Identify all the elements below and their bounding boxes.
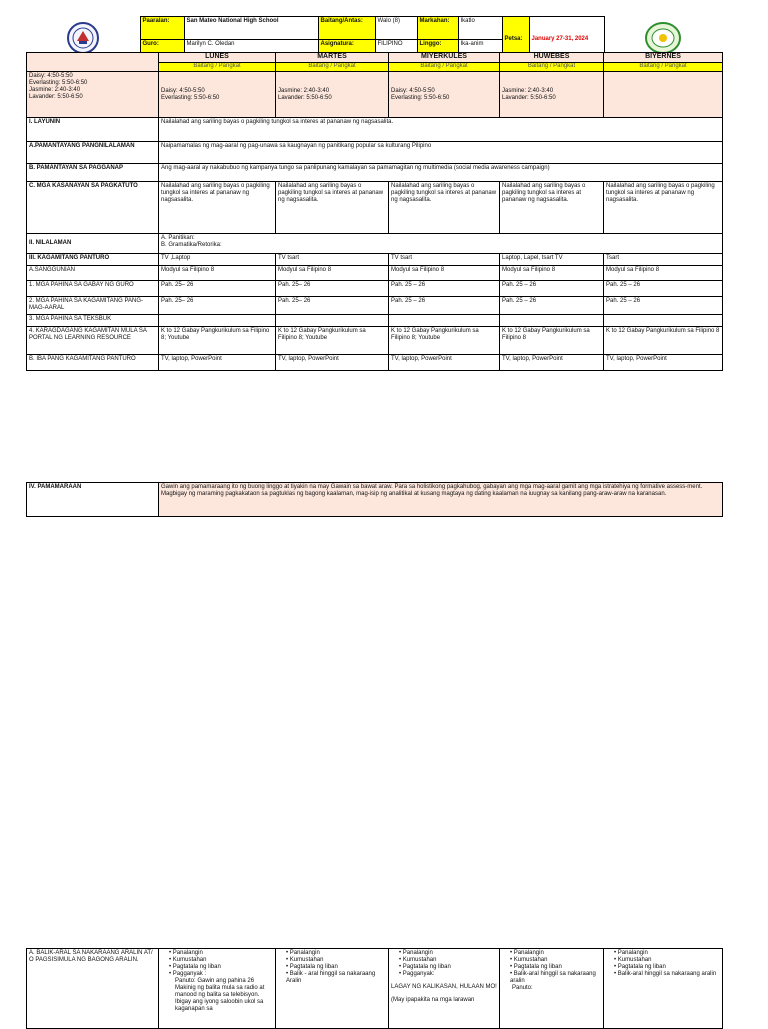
gabay-guro-martes: Pah. 25– 26	[276, 281, 389, 297]
balik-aral-miyerkules-text-2: (May ipapakita na mga larawan	[391, 997, 475, 1003]
schedule-line: Daisy: 4:50-5:50	[29, 73, 73, 79]
pamamaraan-label: IV. PAMAMARAAN	[27, 483, 159, 517]
list-item: • Panalangin	[614, 950, 720, 957]
lr-portal-lunes: K to 12 Gabay Pangkurikulum sa Filipino 8; Youtube	[159, 327, 276, 355]
baitang-pangkat-lunes: Baitang / Pangkat	[159, 63, 276, 72]
lr-portal-label: 4. KARAGDAGANG KAGAMITAN MULA SA PORTAL NG LEARNING RESOURCE	[27, 327, 159, 355]
list-item: • Kumustahan	[614, 957, 720, 964]
schedule-line: Jasmine: 2:40-3:40	[502, 87, 554, 94]
schedule-left	[27, 72, 159, 118]
list-item: • Pagganyak:	[399, 971, 497, 978]
day-biyernes: BIYERNES	[604, 53, 723, 63]
kagamitan-label: III. KAGAMITANG PANTURO	[27, 254, 159, 266]
schedule-line: Lavander: 5:50-6:50	[502, 94, 556, 101]
list-item: • Kumustahan	[510, 957, 601, 964]
teksbuk-lunes	[159, 315, 276, 327]
sanggunian-martes: Modyul sa Filipino 8	[276, 266, 389, 281]
teksbuk-miyerkules	[389, 315, 500, 327]
pamamaraan-table	[26, 482, 723, 517]
kagamitan-huwebes: Laptop, Lapel, tsart TV	[500, 254, 604, 266]
list-item: • Kumustahan	[399, 957, 497, 964]
list-item: • Pagtatala ng liban	[169, 964, 273, 971]
baitang-label: Baitang/Antas:	[318, 17, 375, 40]
list-item: • Pagtatala ng liban	[286, 964, 386, 971]
petsa-value: January 27-31, 2024	[529, 17, 604, 63]
day-martes: MARTES	[276, 53, 389, 63]
kagamitang-mag-aaral-biyernes: Pah. 25 – 26	[604, 297, 723, 315]
kasanayan-martes: Nailalahad ang sariling bayas o pagkiling tungkol sa interes at pananaw ng nagsasalita.	[276, 182, 389, 234]
pagganap-label: B. PAMANTAYAN SA PAGGANAP	[27, 164, 159, 182]
markahan-label: Markahan:	[417, 17, 458, 40]
balik-aral-huwebes	[500, 949, 604, 1029]
kasanayan-huwebes: Nailalahad ang sariling bayas o pagkiling tungkol sa interes at pananaw ng nagsasalita.	[500, 182, 604, 234]
list-item: • Kumustahan	[169, 957, 273, 964]
list-item: • Panalangin	[399, 950, 497, 957]
baitang-pangkat-martes: Baitang / Pangkat	[276, 63, 389, 72]
kagamitan-miyerkules: TV tsart	[389, 254, 500, 266]
sanggunian-biyernes: Modyul sa Filipino 8	[604, 266, 723, 281]
list-item: • Panalangin	[169, 950, 273, 957]
pangnilalaman-label: A.PAMANTAYANG PANGNILALAMAN	[27, 142, 159, 164]
plan-table	[26, 52, 723, 371]
layunin-label: I. LAYUNIN	[27, 118, 159, 142]
kasanayan-biyernes: Nailalahad ang sariling bayas o pagkiling tungkol sa interes at pananaw ng nagsasalita.	[604, 182, 723, 234]
pamamaraan-text: Gawin ang pamamaraang ito ng buong linggo at tiyakin na may Gawain sa bawat araw. Para sa holistikong pagkahubog, gabayan ang mga mag-aaral gamit ang mga istratehiya ng formative assess-ment. Magbigay ng maraming pagkakataon sa pagtuklas ng bagong kaalaman, mag-isip ng analitikal at kusang magtaya ng dating kaalaman na iuugnay sa kanilang pang-araw-araw na karanasan.	[159, 483, 723, 517]
gabay-guro-miyerkules: Pah. 25 – 26	[389, 281, 500, 297]
linggo-value: Ika-anim	[458, 40, 502, 63]
gabay-guro-biyernes: Pah. 25 – 26	[604, 281, 723, 297]
corner-cell	[27, 53, 159, 72]
pangnilalaman-text: Naipamamalas ng mag-aaral ng pag-unawa sa kaugnayan ng panitikang popular sa kulturang Pilipino	[159, 142, 723, 164]
sanggunian-huwebes: Modyul sa Filipino 8	[500, 266, 604, 281]
list-item: • Pagganyak :	[169, 971, 273, 978]
gabay-guro-huwebes: Pah. 25 – 26	[500, 281, 604, 297]
gabay-guro-lunes: Pah. 25– 26	[159, 281, 276, 297]
balik-aral-label: A. BALIK-ARAL SA NAKARAANG ARALIN AT/ O PAGSISIMULA NG BAGONG ARALIN.	[27, 949, 159, 1029]
balik-aral-miyerkules	[389, 949, 500, 1029]
iba-pang-biyernes: TV, laptop, PowerPoint	[604, 355, 723, 371]
sanggunian-label: A.SANGGUNIAN	[27, 266, 159, 281]
pagganap-text: Ang mag-aaral ay nakabubuo ng kampanya tungo sa panlipunang kamalayan sa pamamagitan ng multimedia (social media awareness campaign)	[159, 164, 723, 182]
iba-pang-label: B. IBA PANG KAGAMITANG PANTURO	[27, 355, 159, 371]
paaralan-label: Paaralan:	[140, 17, 184, 40]
teksbuk-huwebes	[500, 315, 604, 327]
lr-portal-miyerkules: K to 12 Gabay Pangkurikulum sa Filipino 8; Youtube	[389, 327, 500, 355]
kasanayan-lunes: Nailalahad ang sariling bayas o pagkiling tungkol sa interes at pananaw ng nagsasalita.	[159, 182, 276, 234]
balik-aral-table	[26, 948, 723, 1029]
schedule-line: Jasmine: 2:40-3:40	[278, 87, 330, 94]
kagamitan-lunes: TV ,Laptop	[159, 254, 276, 266]
schedule-line: Everlasting: 5:50-6:50	[161, 94, 220, 101]
kagamitan-martes: TV tsart	[276, 254, 389, 266]
kagamitan-biyernes: Tsart	[604, 254, 723, 266]
schedule-line: Lavander: 5:50-6:50	[29, 94, 83, 100]
list-item: • Pagtatala ng liban	[510, 964, 601, 971]
iba-pang-huwebes: TV, laptop, PowerPoint	[500, 355, 604, 371]
kasanayan-label: C. MGA KASANAYAN SA PAGKATUTO	[27, 182, 159, 234]
iba-pang-lunes: TV, laptop, PowerPoint	[159, 355, 276, 371]
kagamitang-mag-aaral-label: 2. MGA PAHINA SA KAGAMITANG PANG-MAG-AARAL	[27, 297, 159, 315]
list-item: • Pagtatala ng liban	[399, 964, 497, 971]
balik-aral-lunes-text: Panuto: Gawin ang pahina 26 Makinig ng balita mula sa radio at manood ng balita sa telebisyon. Ibigay ang iyong saloobin ukol sa kaganapan sa	[175, 978, 265, 1012]
balik-aral-biyernes	[604, 949, 723, 1029]
list-item: • Pagtatala ng liban	[614, 964, 720, 971]
lr-portal-huwebes: K to 12 Gabay Pangkurikulum sa Filipino 8	[500, 327, 604, 355]
asignatura-label: Asignatura:	[318, 40, 375, 63]
markahan-value: Ikatlo	[458, 17, 502, 40]
iba-pang-martes: TV, laptop, PowerPoint	[276, 355, 389, 371]
guro-value: Marilyn C. Oledan	[184, 40, 318, 63]
day-miyerkules: MIYERKULES	[389, 53, 500, 63]
schedule-huwebes	[500, 72, 604, 118]
list-item: • Balik - aral hinggil sa nakaraang Aralin	[286, 971, 386, 985]
teksbuk-biyernes	[604, 315, 723, 327]
nilalaman-label: II. NILALAMAN	[27, 234, 159, 254]
nilalaman-line-1: A. Panitikan:	[161, 235, 195, 241]
kagamitang-mag-aaral-huwebes: Pah. 25 – 26	[500, 297, 604, 315]
list-item: • Kumustahan	[286, 957, 386, 964]
paaralan-value: San Mateo National High School	[184, 17, 318, 40]
baitang-pangkat-huwebes: Baitang / Pangkat	[500, 63, 604, 72]
nilalaman-text	[159, 234, 723, 254]
schedule-line: Daisy: 4:50-5:50	[161, 87, 205, 94]
gabay-guro-label: 1. MGA PAHINA SA GABAY NG GURO	[27, 281, 159, 297]
schedule-line: Daisy: 4:50-5:50	[391, 87, 435, 94]
lr-portal-biyernes: K to 12 Gabay Pangkurikulum sa Filipino 8	[604, 327, 723, 355]
petsa-label: Petsa:	[502, 17, 529, 63]
baitang-pangkat-biyernes: Baitang / Pangkat	[604, 63, 723, 72]
schedule-line: Everlasting: 5:50-6:50	[29, 80, 88, 86]
baitang-pangkat-miyerkules: Baitang / Pangkat	[389, 63, 500, 72]
list-item: • Balik-aral hinggil sa nakaraang aralin	[614, 971, 720, 978]
schedule-line: Everlasting: 5:50-6:50	[391, 94, 450, 101]
list-item: • Panalangin	[286, 950, 386, 957]
balik-aral-huwebes-text: Panuto:	[512, 985, 533, 991]
nilalaman-line-2: B. Gramatika/Retorika:	[161, 242, 222, 248]
schedule-biyernes	[604, 72, 723, 118]
school-logo-icon	[643, 21, 683, 55]
balik-aral-martes	[276, 949, 389, 1029]
guro-label: Guro:	[140, 40, 184, 63]
day-huwebes: HUWEBES	[500, 53, 604, 63]
teksbuk-martes	[276, 315, 389, 327]
schedule-miyerkules	[389, 72, 500, 118]
asignatura-value: FILIPINO	[375, 40, 417, 63]
baitang-value: Walo (8)	[375, 17, 417, 40]
list-item: • Panalangin	[510, 950, 601, 957]
sanggunian-miyerkules: Modyul sa Filipino 8	[389, 266, 500, 281]
lr-portal-martes: K to 12 Gabay Pangkurikulum sa Filipino 8; Youtube	[276, 327, 389, 355]
deped-seal-icon	[61, 21, 105, 55]
kasanayan-miyerkules: Nailalahad ang sariling bayas o pagkiling tungkol sa interes at pananaw ng nagsasalita.	[389, 182, 500, 234]
kagamitang-mag-aaral-martes: Pah. 25– 26	[276, 297, 389, 315]
schedule-lunes	[159, 72, 276, 118]
kagamitang-mag-aaral-miyerkules: Pah. 25 – 26	[389, 297, 500, 315]
layunin-text: Nailalahad ang sariling bayas o pagkiling tungkol sa interes at pananaw ng nagsasalita.	[159, 118, 723, 142]
iba-pang-miyerkules: TV, laptop, PowerPoint	[389, 355, 500, 371]
list-item: • Balik-aral hinggil sa nakaraang aralin	[510, 971, 601, 985]
kagamitang-mag-aaral-lunes: Pah. 25– 26	[159, 297, 276, 315]
schedule-martes	[276, 72, 389, 118]
teksbuk-label: 3. MGA PAHINA SA TEKSBUK	[27, 315, 159, 327]
day-lunes: LUNES	[159, 53, 276, 63]
sanggunian-lunes: Modyul sa Filipino 8	[159, 266, 276, 281]
schedule-line: Jasmine: 2:40-3:40	[29, 87, 81, 93]
balik-aral-miyerkules-text-1: LAGAY NG KALIKASAN, HULAAN MO!	[391, 984, 497, 990]
balik-aral-lunes	[159, 949, 276, 1029]
schedule-line: Lavander: 5:50-6:50	[278, 94, 332, 101]
linggo-label: Linggo:	[417, 40, 458, 63]
